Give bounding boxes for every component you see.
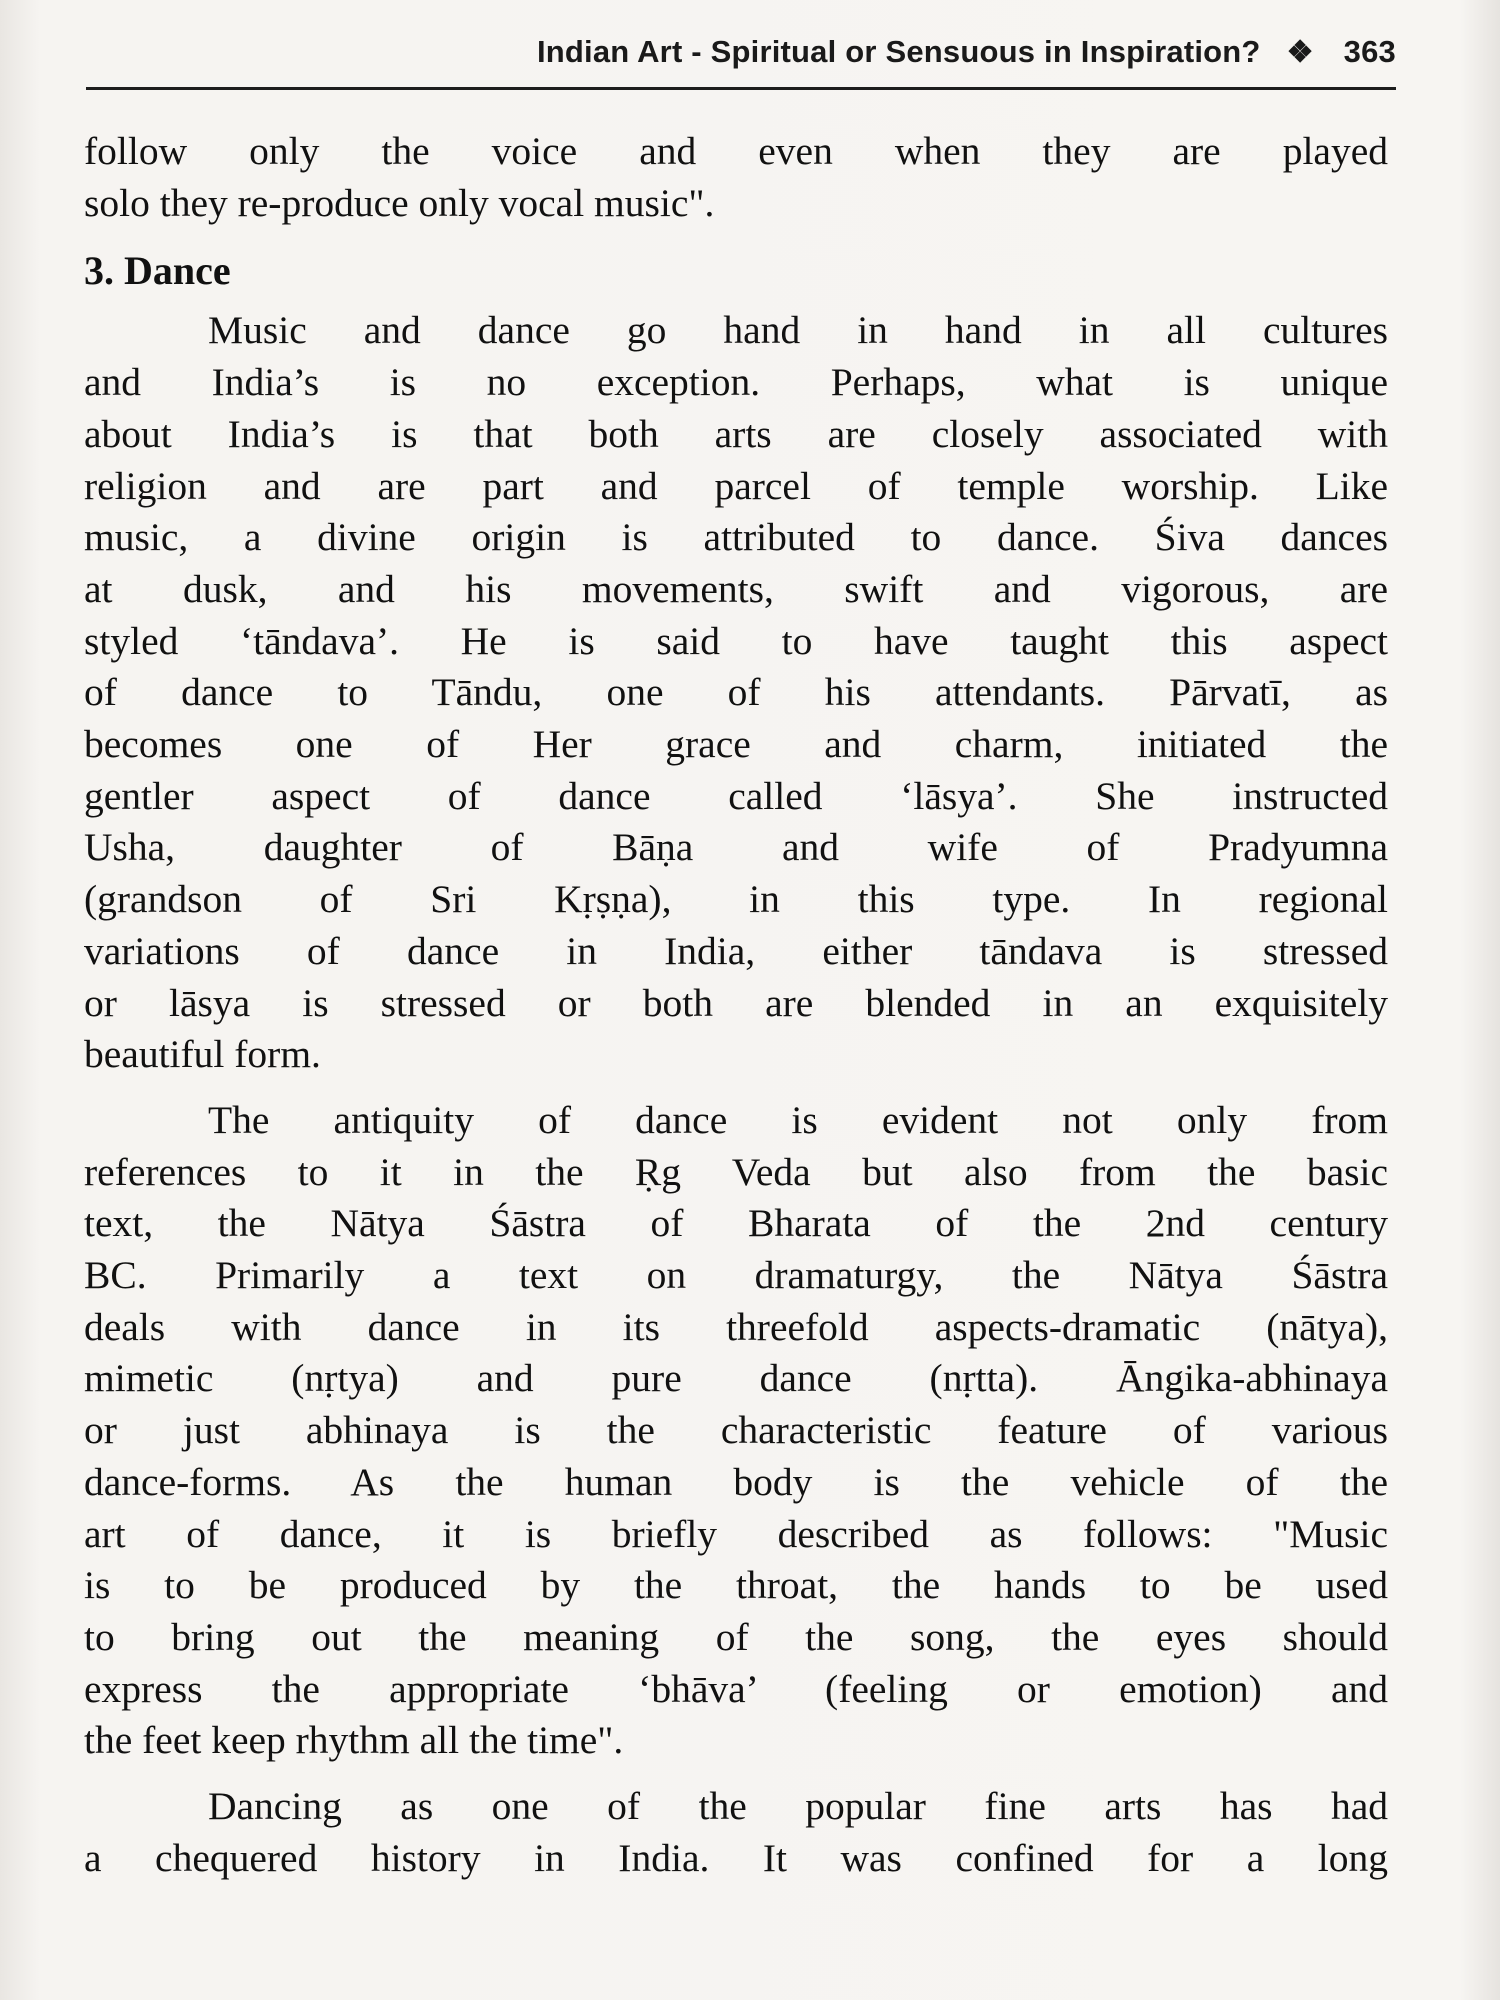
text-line: follow only the voice and even when they are played: [84, 129, 1388, 173]
text-line: at dusk, and his movements, swift and vigorous, are: [84, 566, 1388, 611]
text-line: Usha, daughter of Bāṇa and wife of Pradyumna: [84, 825, 1388, 870]
text-line: art of dance, it is briefly described as follows: "Music: [84, 1511, 1388, 1556]
text-line: variations of dance in India, either tāndava is stressed: [84, 928, 1388, 973]
text-line: religion and are part and parcel of temple worship. Like: [84, 463, 1388, 508]
chapter-title: Indian Art - Spiritual or Sensuous in Inspiration?: [536, 34, 1261, 69]
running-head-text: [537, 34, 1396, 70]
paragraph-history: [84, 1781, 1388, 1884]
text-line: beautiful form.: [84, 1032, 321, 1077]
header-rule: [86, 87, 1396, 90]
page-number: 363: [1343, 34, 1396, 69]
text-line: becomes one of Her grace and charm, initiated the: [84, 722, 1388, 767]
text-line: mimetic (nṛtya) and pure dance (nṛtta). Āngika-abhinaya: [84, 1356, 1388, 1401]
text-line: dance-forms. As the human body is the vehicle of the: [84, 1459, 1388, 1504]
text-line: deals with dance in its threefold aspects-dramatic (nātya),: [84, 1304, 1388, 1349]
paragraph-antiquity: [84, 1095, 1388, 1767]
text-line: of dance to Tāndu, one of his attendants. Pārvatī, as: [84, 670, 1388, 715]
text-line: references to it in the Ṛg Veda but also from the basic: [84, 1149, 1388, 1194]
text-line: text, the Nātya Śāstra of Bharata of the 2nd century: [84, 1201, 1388, 1246]
text-line: music, a divine origin is attributed to dance. Śiva dances: [84, 515, 1388, 560]
text-line: Music and dance go hand in hand in all cultures: [208, 308, 1388, 353]
text-line: and India’s is no exception. Perhaps, what is unique: [84, 360, 1388, 405]
text-line: a chequered history in India. It was confined for a long: [84, 1835, 1388, 1880]
text-line: or lāsya is stressed or both are blended in an exquisitely: [84, 980, 1388, 1025]
paragraph-dance-origins: [84, 305, 1388, 1081]
text-line: or just abhinaya is the characteristic feature of various: [84, 1408, 1388, 1453]
text-line: BC. Primarily a text on dramaturgy, the Nātya Śāstra: [84, 1253, 1388, 1298]
text-line: the feet keep rhythm all the time".: [84, 1718, 624, 1763]
text-line: solo they re-produce only vocal music".: [84, 180, 715, 225]
running-head: [86, 28, 1396, 90]
text-line: express the appropriate ‘bhāva’ (feeling or emotion) and: [84, 1666, 1388, 1711]
text-line: (grandson of Sri Kṛṣṇa), in this type. In regional: [84, 877, 1388, 922]
paragraph-continuation: [84, 126, 1388, 229]
text-line: styled ‘tāndava’. He is said to have taught this aspect: [84, 618, 1388, 663]
body-text: [84, 126, 1388, 1885]
text-line: about India’s is that both arts are closely associated with: [84, 411, 1388, 456]
text-line: to bring out the meaning of the song, the eyes should: [84, 1614, 1388, 1659]
text-line: The antiquity of dance is evident not only from: [208, 1097, 1388, 1142]
ornament-icon: ❖: [1286, 36, 1314, 69]
text-line: Dancing as one of the popular fine arts has had: [208, 1784, 1388, 1829]
text-line: is to be produced by the throat, the hands to be used: [84, 1563, 1388, 1608]
section-heading: 3. Dance: [84, 248, 231, 294]
text-line: gentler aspect of dance called ‘lāsya’. She instructed: [84, 773, 1388, 818]
